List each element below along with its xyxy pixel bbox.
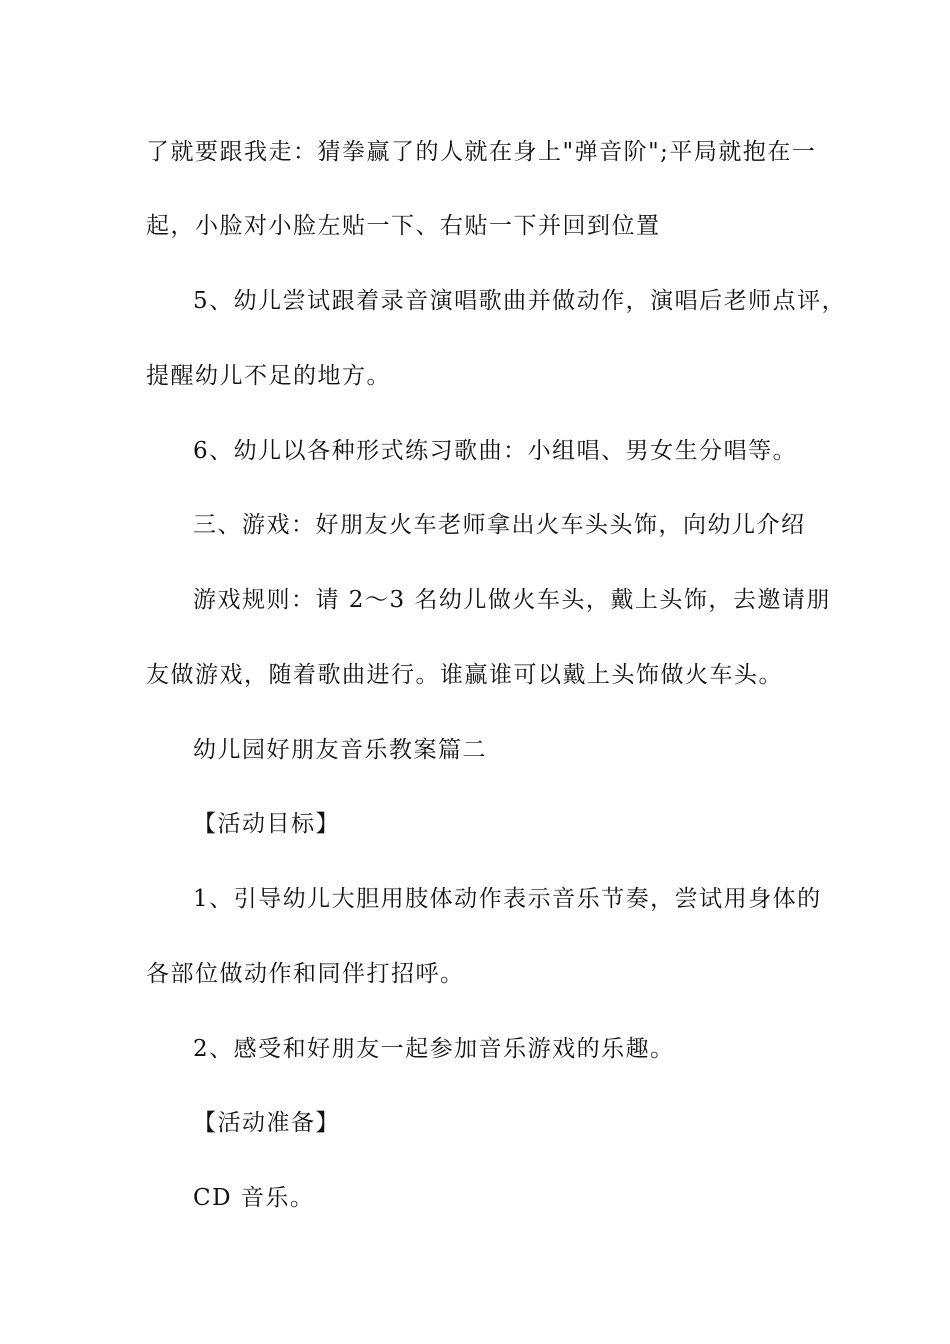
body-text-line: 1、引导幼儿大胆用肢体动作表示音乐节奏，尝试用身体的 [193, 886, 822, 912]
body-text-line: 友做游戏，随着歌曲进行。谁赢谁可以戴上头饰做火车头。 [146, 662, 783, 688]
body-text-line: 游戏规则：请 2～3 名幼儿做火车头，戴上头饰，去邀请朋 [193, 587, 831, 613]
body-text-line: 了就要跟我走：猜拳赢了的人就在身上"弹音阶";平局就抱在一 [146, 139, 817, 165]
body-text-line: 各部位做动作和同伴打招呼。 [146, 961, 465, 987]
subsection-heading: 【活动目标】 [193, 811, 340, 837]
body-text-line: 提醒幼儿不足的地方。 [146, 363, 391, 389]
body-text-line: 2、感受和好朋友一起参加音乐游戏的乐趣。 [193, 1036, 675, 1062]
section-heading: 幼儿园好朋友音乐教案篇二 [193, 737, 487, 763]
body-text-line: 5、幼儿尝试跟着录音演唱歌曲并做动作，演唱后老师点评， [193, 288, 847, 314]
body-text-line: 6、幼儿以各种形式练习歌曲：小组唱、男女生分唱等。 [193, 438, 798, 464]
body-text-line: 起，小脸对小脸左贴一下、右贴一下并回到位置 [146, 213, 661, 239]
subsection-heading: 【活动准备】 [193, 1110, 340, 1136]
body-text-line: 三、游戏：好朋友火车老师拿出火车头头饰，向幼儿介绍 [193, 512, 806, 538]
body-text-line: CD 音乐。 [193, 1185, 315, 1211]
